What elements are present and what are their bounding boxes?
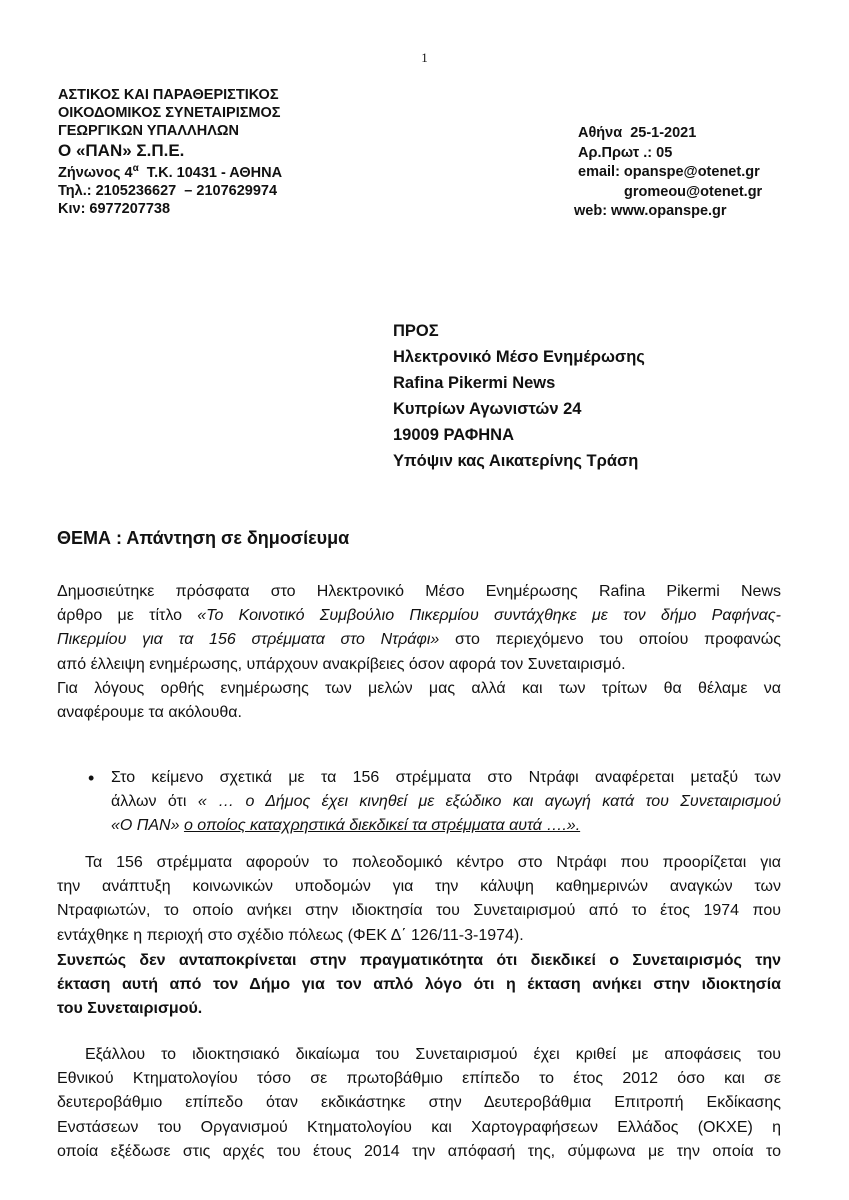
sender-line-3: ΓΕΩΡΓΙΚΩΝ ΥΠΑΛΛΗΛΩΝ <box>58 123 239 140</box>
p3-line-2: την ανάπτυξη κοινωνικών υποδομών για την κάλυψη καθημερινών αναγκών των <box>57 878 781 896</box>
p1-line-5: Για λόγους ορθής ενημέρωσης των μελών μας αλλά και των τρίτων θα θέλαμε να <box>57 679 781 697</box>
paragraph-5 <box>57 1043 781 1164</box>
paragraph-1 <box>57 580 781 725</box>
article-title-part-2: Πικερμίου για τα 156 στρέμματα στο Ντράφι» <box>57 631 440 649</box>
paragraph-3 <box>57 851 781 948</box>
protocol-number: Αρ.Πρωτ .: 05 <box>578 144 673 161</box>
bullet-item <box>88 766 781 839</box>
bullet-dot-icon: • <box>88 768 95 788</box>
p1-line-3-text: στο περιεχόμενο του οποίου προφανώς <box>439 631 781 649</box>
website: web: www.opanspe.gr <box>574 203 727 219</box>
p1-line-4: από έλλειψη ενημέρωσης, υπάρχουν ανακρίβειες όσον αφορά τον Συνεταιρισμό. <box>57 655 626 673</box>
subject-line: ΘΕΜΑ : Απάντηση σε δημοσίευμα <box>57 528 350 548</box>
p1-line-3 <box>57 628 781 652</box>
article-title-part-1: «Το Κοινοτικό Συμβούλιο Πικερμίου συντάχθηκε με τον δήμο Ραφήνας- <box>197 607 781 625</box>
p4-line-2: έκταση αυτή από τον Δήμο για τον απλό λόγο ότι η έκταση ανήκει στην ιδιοκτησία <box>57 976 781 994</box>
bullet-quote-part-1: « … ο Δήμος έχει κινηθεί με εξώδικο και αγωγή κατά του Συνεταιρισμού <box>197 793 781 811</box>
p5-line-4: Ενστάσεων του Οργανισμού Κτηματολογίου και Χαρτογραφήσεων Ελλάδος (ΟΚΧΕ) η <box>57 1118 781 1136</box>
p4-line-3: του Συνεταιρισμού. <box>57 1000 203 1018</box>
p3-line-3: Ντραφιωτών, το οποίο ανήκει στην ιδιοκτησία του Συνεταιρισμού από το έτος 1974 που <box>57 902 781 920</box>
p1-line-6: αναφέρουμε τα ακόλουθα. <box>57 704 242 722</box>
email-1: email: opanspe@otenet.gr <box>578 164 760 180</box>
p4-line-1: Συνεπώς δεν ανταποκρίνεται στην πραγματικότητα ότι διεκδικεί ο Συνεταιρισμός την <box>57 952 781 969</box>
p1-line-1: Δημοσιεύτηκε πρόσφατα στο Ηλεκτρονικό Μέσο Ενημέρωσης Rafina Pikermi News <box>57 583 781 600</box>
p3-line-4: εντάχθηκε η περιοχή στο σχέδιο πόλεως (ΦΕΚ Δ΄ 126/11-3-1974). <box>57 926 524 944</box>
sender-line-1: ΑΣΤΙΚΟΣ ΚΑΙ ΠΑΡΑΘΕΡΙΣΤΙΚΟΣ <box>58 87 279 103</box>
p5-line-1: Εξάλλου το ιδιοκτησιακό δικαίωμα του Συνεταιρισμού έχει κριθεί με αποφάσεις του <box>85 1046 781 1063</box>
sender-address-street: Ζήνωνος 4 <box>58 164 133 181</box>
bullet-line-2 <box>111 790 781 814</box>
paragraph-4-bold <box>57 949 781 1022</box>
recipient-block <box>393 318 645 474</box>
sender-address <box>58 160 282 182</box>
sender-address-sup: α <box>132 162 139 174</box>
page-number: 1 <box>421 50 428 65</box>
bullet-quote-underlined: ο οποίος καταχρηστικά διεκδικεί τα στρέμματα αυτά ….». <box>183 817 581 835</box>
p3-line-1: Τα 156 στρέμματα αφορούν το πολεοδομικό κέντρο στο Ντράφι που προορίζεται για <box>85 854 781 871</box>
recipient-line-2: Rafina Pikermi News <box>393 374 556 392</box>
sender-name: Ο «ΠΑΝ» Σ.Π.Ε. <box>58 140 185 160</box>
recipient-line-5: Υπόψιν κας Αικατερίνης Τράση <box>393 452 639 470</box>
p1-line-2-text: άρθρο με τίτλο <box>57 607 198 625</box>
letter-meta <box>574 124 763 222</box>
bullet-line-3 <box>111 814 781 838</box>
recipient-line-3: Κυπρίων Αγωνιστών 24 <box>393 400 582 418</box>
sender-address-postal: Τ.Κ. 10431 - ΑΘΗΝΑ <box>138 164 283 181</box>
sender-phone: Τηλ.: 2105236627 – 2107629974 <box>58 182 278 199</box>
email-2: gromeou@otenet.gr <box>624 183 763 200</box>
sender-block <box>58 86 282 218</box>
p5-line-2: Εθνικού Κτηματολογίου τόσο σε πρωτοβάθμιο επίπεδο το έτος 2012 όσο και σε <box>57 1070 781 1088</box>
bullet-line-1: Στο κείμενο σχετικά με τα 156 στρέμματα στο Ντράφι αναφέρεται μεταξύ των <box>111 769 781 786</box>
recipient-line-4: 19009 ΡΑΦΗΝΑ <box>393 426 515 444</box>
p5-line-5: οποία εξέδωσε στις αρχές του έτους 2014 την απόφασή της, σύμφωνα με την οποία το <box>57 1142 781 1160</box>
bullet-text <box>111 766 781 839</box>
sender-line-2: ΟΙΚΟΔΟΜΙΚΟΣ ΣΥΝΕΤΑΙΡΙΣΜΟΣ <box>58 105 281 122</box>
recipient-to: ΠΡΟΣ <box>393 322 439 340</box>
recipient-line-1: Ηλεκτρονικό Μέσο Ενημέρωσης <box>393 348 645 366</box>
sender-mobile: Κιν: 6977207738 <box>58 200 171 217</box>
letter-date: Αθήνα 25-1-2021 <box>578 125 697 141</box>
p5-line-3: δευτεροβάθμιο επίπεδο όταν εκδικάστηκε στην Δευτεροβάθμια Επιτροπή Εκδίκασης <box>57 1094 781 1112</box>
bullet-line-2-text: άλλων ότι <box>111 793 198 811</box>
p1-line-2 <box>57 604 781 628</box>
bullet-quote-part-2: «Ο ΠΑΝ» <box>111 817 184 835</box>
